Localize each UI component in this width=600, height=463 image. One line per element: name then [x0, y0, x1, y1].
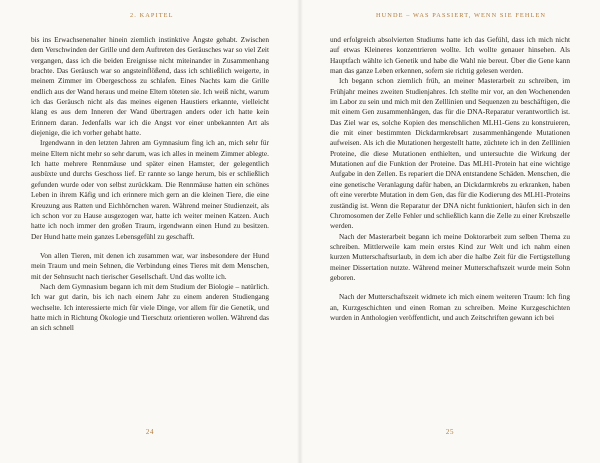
- paragraph: Von allen Tieren, mit denen ich zusammen war, war insbesondere der Hund mein Traum und mein Sehnen, die Verbindung eines Tieres mit dem Menschen, mit der Sehnsucht nach tierischer Gesellschaft. Und das wollte ich.: [31, 250, 269, 281]
- paragraph: bis ins Erwachsenenalter hinein ziemlich instinktive Ängste gehabt. Zwischen dem Verschwinden der Grille und dem Auftreten des Geräusches war so viel Zeit vergangen, dass ich die beiden Ereignisse nicht miteinander in Zusammenhang brachte. Das Geräusch war so angsteinflößend, dass ich schließlich weigerte, in meinem Zimmer im Obergeschoss zu schlafen. Eines Nachts kam die Grille endlich aus der Wand heraus und meine Eltern töteten sie. Ich weiß nicht, warum ich das Geräusch nicht als das meines eigenen Haustiers erkannte, vielleicht klang es aus dem Inneren der Wand übertragen anders oder ich hatte kein Erinnern daran. Jedenfalls war ich die Angst vor einer unbekannten Art als diejenige, die ich vorher gehabt hatte.: [31, 35, 269, 138]
- left-page-body: [31, 35, 269, 334]
- paragraph: Ich begann schon ziemlich früh, an meiner Masterarbeit zu schreiben, im Frühjahr meines zweiten Studienjahres. Ich stellte mir vor, an den Wochenenden im Labor zu sein und mich mit den Zelllinien und Sequenzen zu beschäftigen, die mit einem Gen zusammenhängen, das für die DNA-Reparatur verantwortlich ist. Das Ziel war es, solche Kopien des menschlichen MLH1-Gens zu konstruieren, die mit einer bestimmten Dickdarmkrebsart zusammenhängende Mutationen aufweisen. Als ich die Mutationen hergestellt hatte, züchtete ich in den Zelllinien Proteine, die diese Mutationen enthielten, und untersuchte die Wirkung der Mutationen auf die Funktion der Proteine. Das MLH1-Protein hat eine wichtige Aufgabe in den Zellen. Es repariert die DNA entstandene Schäden. Menschen, die eine genetische Veranlagung dafür haben, an Dickdarmkrebs zu erkranken, haben oft eine vererbte Mutation in dem Gen, das für die Kodierung des MLH1-Proteins zuständig ist. Wenn die Reparatur der DNA nicht funktioniert, häufen sich in den Chromosomen der Zelle Fehler und schließlich kann die Zelle zu einer Krebszelle werden.: [330, 76, 570, 231]
- right-page-body: [330, 35, 570, 323]
- page-number: 24: [145, 428, 155, 436]
- paragraph: Irgendwann in den letzten Jahren am Gymnasium fing ich an, mich sehr für meine Eltern nicht mehr so sehr darum, was ich alles in meinem Zimmer ablegte. Ich hatte mehrere Rennmäuse und später einen Hamster, der gelegentlich ausbüxte und durchs Geschoss lief. Er rannte so lange herum, bis er schließlich gefunden wurde oder von selbst zurückkam. Die Rennmäuse hatten ein schönes Leben in ihrem Käfig und ich erinnere mich gern an die kleinen Tiere, die eine Kreuzung aus Ratten und Eichhörnchen waren. Während meiner Studienzeit, als ich schon vor zu Hause ausgezogen war, hatte ich weiter meinen Katzen. Auch hatte ich noch immer den großen Traum, irgendwann einen Hund zu besitzen. Der Hund hatte mein ganzes Lebensgefühl zu geschafft.: [31, 138, 269, 241]
- paragraph: und erfolgreich absolvierten Studiums hatte ich das Gefühl, dass ich mich nicht auf etwas Kleineres konzentrieren wollte. Ich wollte genauer hinsehen. Als Hauptfach wählte ich Genetik und habe die Wahl nie bereut. Über die Gene kann man das ganze Leben erkennen, sofern sie richtig gelesen werden.: [330, 35, 570, 76]
- page-number: 25: [445, 428, 455, 436]
- right-page: [300, 0, 600, 463]
- paragraph: Nach der Masterarbeit begann ich meine Doktorarbeit zum selben Thema zu schreiben. Mittlerweile kam mein erstes Kind zur Welt und ich nahm einen kurzen Mutterschaftsurlaub, in dem ich aber die halbe Zeit für die Fertigstellung meiner Dissertation nutzte. Während meiner Mutterschaftszeit wurde mein Sohn geboren.: [330, 231, 570, 282]
- running-head-chapter: 2. KAPITEL: [130, 12, 174, 19]
- running-head-title: HUNDE – WAS PASSIERT, WENN SIE FEHLEN: [376, 12, 547, 19]
- paragraph: Nach dem Gymnasium begann ich mit dem Studium der Biologie – natürlich. Ich war gut darin, bis ich nach einem Jahr zu einem anderen Studiengang wechselte. Ich interessierte mich für viele Dinge, vor allem für die Genetik, und hatte mich in Richtung Ökologie und Tierschutz orientieren wollen. Während das an sich schnell: [31, 281, 269, 333]
- paragraph: Nach der Mutterschaftszeit widmete ich mich einem weiteren Traum: Ich fing an, Kurzgeschichten und einen Roman zu schreiben. Meine Kurzgeschichten wurden in Anthologien veröffentlicht, und auch Zeitschriften gewann ich bei: [330, 292, 570, 322]
